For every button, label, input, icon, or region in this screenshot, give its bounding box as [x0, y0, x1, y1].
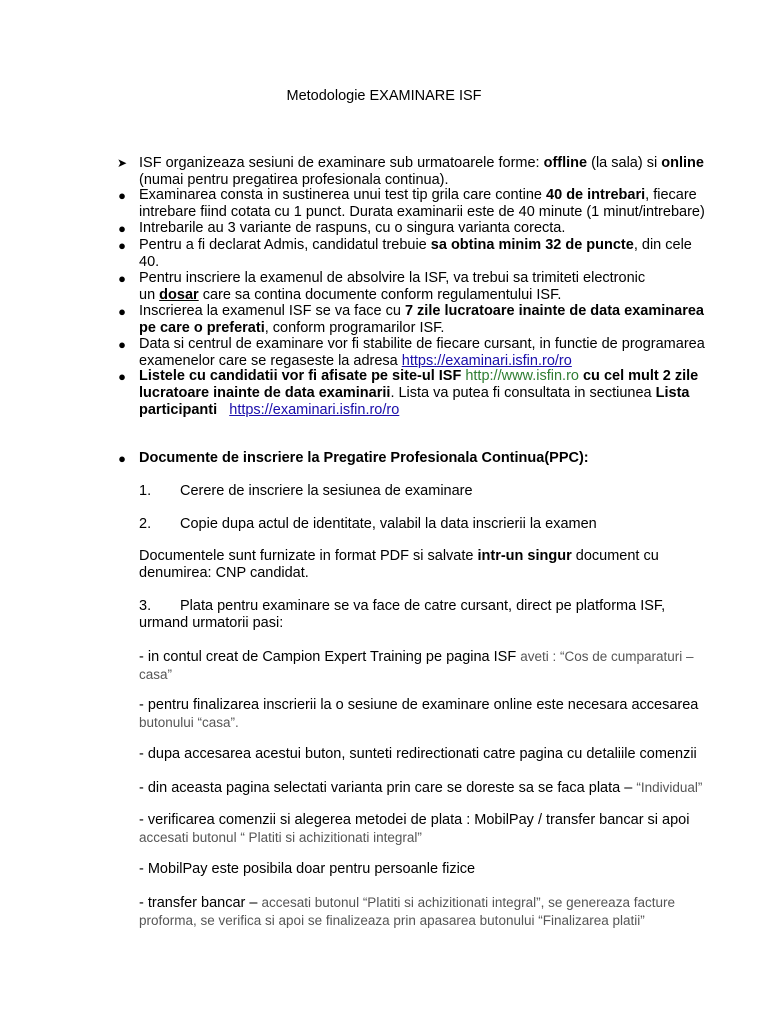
examinari-link[interactable]: https://examinari.isfin.ro/ro [229, 402, 400, 418]
payment-step-6: - MobilPay este posibila doar pentru persoanle fizice [139, 861, 476, 877]
bullet-pass-threshold: Pentru a fi declarat Admis, candidatul trebuie sa obtina minim 32 de puncte, din cele 40. [139, 237, 692, 270]
bullet-exam-center: Data si centrul de examinare vor fi stabilite de fiecare cursant, in functie de programarea examenelor care se regaseste la adresa https://examinari.isfin.ro/ro [139, 336, 705, 369]
examinari-link[interactable]: https://examinari.isfin.ro/ro [401, 353, 572, 369]
payment-step-3: - dupa accesarea acestui buton, sunteti redirectionati catre pagina cu detaliile comenzii [139, 746, 697, 762]
numbered-item-3: 3. Plata pentru examinare se va face de catre cursant, direct pe platforma ISF, urmand urmatorii pasi: [139, 598, 666, 631]
numbered-item-2: 2. Copie dupa actul de identitate, valabil la data inscrierii la examen [139, 516, 597, 532]
isfin-link[interactable]: http://www.isfin.ro [461, 368, 579, 384]
bullet-dot-icon: ● [118, 271, 126, 286]
documents-format-paragraph: Documentele sunt furnizate in format PDF si salvate intr-un singur document cu denumirea: CNP candidat. [139, 548, 659, 581]
bullet-dot-icon: ● [118, 337, 126, 352]
payment-step-2: - pentru finalizarea inscrierii la o sesiune de examinare online este necesara accesarea butonului “casa”. [139, 697, 699, 730]
bullet-dot-icon: ● [118, 221, 126, 236]
bullet-candidate-lists: Listele cu candidatii vor fi afisate pe site-ul ISF http://www.isfin.ro cu cel mult 2 zile lucratoare inainte de data examinarii. Lista va putea fi consultata in sectiunea Lista participanti https://examinari.isfin.ro/ro [139, 368, 699, 418]
bullet-test-format: Examinarea consta in sustinerea unui test tip grila care contine 40 de intrebari, fiecare intrebare fiind cotata cu 1 punct. Durata examinarii este de 40 minute (1 minut/intrebare) [139, 187, 705, 220]
payment-step-4: - din aceasta pagina selectati varianta prin care se doreste sa se faca plata – “Individual” [139, 780, 703, 796]
payment-step-5: - verificarea comenzii si alegerea metodei de plata : MobilPay / transfer bancar si apoi accesati butonul “ Platiti si achizitionati integral” [139, 812, 690, 845]
bullet-dot-icon: ● [118, 369, 126, 384]
payment-step-7: - transfer bancar – accesati butonul “Platiti si achizitionati integral”, se genereaza facture proforma, se verifica si apoi se finalizeaza prin apasarea butonului “Finalizarea platii” [139, 895, 675, 928]
document-title: Metodologie EXAMINARE ISF [286, 88, 482, 104]
bullet-registration-file: Pentru inscriere la examenul de absolvire la ISF, va trebui sa trimiteti electronic un dosar care sa contina documente conform regulamentului ISF. [139, 270, 646, 303]
bullet-registration-deadline: Inscrierea la examenul ISF se va face cu 7 zile lucratoare inainte de data examinarea pe care o preferati, conform programarilor ISF. [139, 303, 704, 336]
bullet-dot-icon: ● [118, 238, 126, 253]
bullet-answer-variants: Intrebarile au 3 variante de raspuns, cu o singura varianta corecta. [139, 220, 566, 236]
bullet-exam-forms: ISF organizeaza sesiuni de examinare sub urmatoarele forme: offline (la sala) si online (numai pentru pregatirea profesionala continua). [139, 155, 704, 188]
bullet-ppc-documents: Documente de inscriere la Pregatire Profesionala Continua(PPC): [139, 450, 589, 466]
arrow-bullet-icon: ➤ [116, 156, 128, 170]
payment-step-1: - in contul creat de Campion Expert Training pe pagina ISF aveti : “Cos de cumparaturi – casa” [139, 649, 694, 682]
bullet-dot-icon: ● [118, 451, 126, 466]
bullet-dot-icon: ● [118, 304, 126, 319]
bullet-dot-icon: ● [118, 188, 126, 203]
numbered-item-1: 1. Cerere de inscriere la sesiunea de examinare [139, 483, 473, 499]
